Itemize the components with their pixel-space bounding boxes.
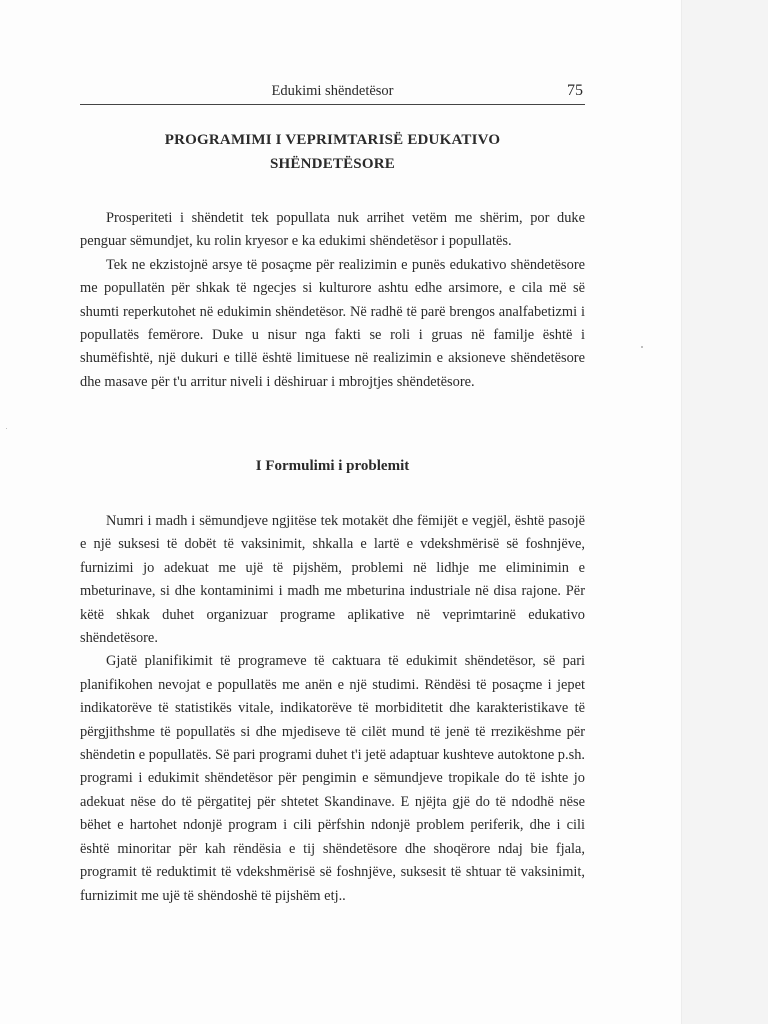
chapter-title-line-1: PROGRAMIMI I VEPRIMTARISË EDUKATIVO <box>164 132 501 148</box>
section-text <box>80 510 585 908</box>
paragraph: Tek ne ekzistojnë arsye të posaçme për realizimin e punës edukativo shëndetësore me popullatën për shkak të ngecjes si kulturore ashtu edhe arsimore, e cila më së shumti reperkutohet në edukimin shëndetësor. Në radhë të parë brengos analfabetizmi i popullatës femërore. Duke u nisur nga fakti se roli i gruas në familje është i shumëfishtë, një dukuri e tillë është limituese në realizimin e aksioneve shëndetësore dhe masave për t'u arritur niveli i dëshiruar i mbrojtjes shëndetësore. <box>80 256 585 390</box>
intro-text <box>80 207 585 394</box>
running-header <box>80 82 585 105</box>
running-title: Edukimi shëndetësor <box>271 83 394 99</box>
paragraph: Gjatë planifikimit të programeve të caktuara të edukimit shëndetësor, së pari planifikohen nevojat e popullatës me anën e një studimi. Rëndësi të posaçme i jepet indikatorëve të statistikës vitale, indikatorëve të morbiditetit dhe karakteristikave të përgjithshme të popullatës si dhe mjediseve të cilët mund të jenë të rrezikëshme për shëndetin e popullatës. Së pari programi duhet t'i jetë adaptuar kushteve autoktone p.sh. programi i edukimit shëndetësor për pengimin e sëmundjeve tropikale do të ishte jo adekuat nëse do të përgatitej për shtetet Skandinave. E njëjta gjë do të ndodhë nëse bëhet e hartohet ndonjë program i cili përfshin ndonjë problem periferik, dhe i cili është minoritar për kah rëndësia e tij shëndetësore dhe shoqërore ndaj bie fjala, programit të reduktimit të vdekshmërisë së foshnjëve, suksesit të shtuar të vaksinimit, furnizimit me ujë të shëndoshë të pijshëm etj.. <box>80 653 585 904</box>
page-number: 75 <box>567 82 583 99</box>
scan-speck <box>641 346 643 348</box>
scan-speck <box>6 428 7 429</box>
paragraph: Prosperiteti i shëndetit tek popullata nuk arrihet vetëm me shërim, por duke penguar sëmundjet, ku rolin kryesor e ka edukimi shëndetësor i popullatës. <box>80 210 585 250</box>
chapter-title <box>80 128 585 176</box>
section-heading: I Formulimi i problemit <box>255 458 410 474</box>
chapter-title-line-2: SHËNDETËSORE <box>270 156 395 172</box>
paragraph: Numri i madh i sëmundjeve ngjitëse tek motakët dhe fëmijët e vegjël, është pasojë e një suksesi të dobët të vaksinimit, shkalla e lartë e vdekshmërisë së foshnjëve, furnizimi jo adekuat me ujë të pijshëm, problemi në lidhje me eliminimin e mbeturinave, si dhe kontaminimi i madh me mbeturina industriale në disa rajone. Për këtë shkak duhet organizuar programe aplikative në veprimtarinë edukativo shëndetësore. <box>80 513 585 647</box>
scan-margin-strip <box>681 0 768 1024</box>
